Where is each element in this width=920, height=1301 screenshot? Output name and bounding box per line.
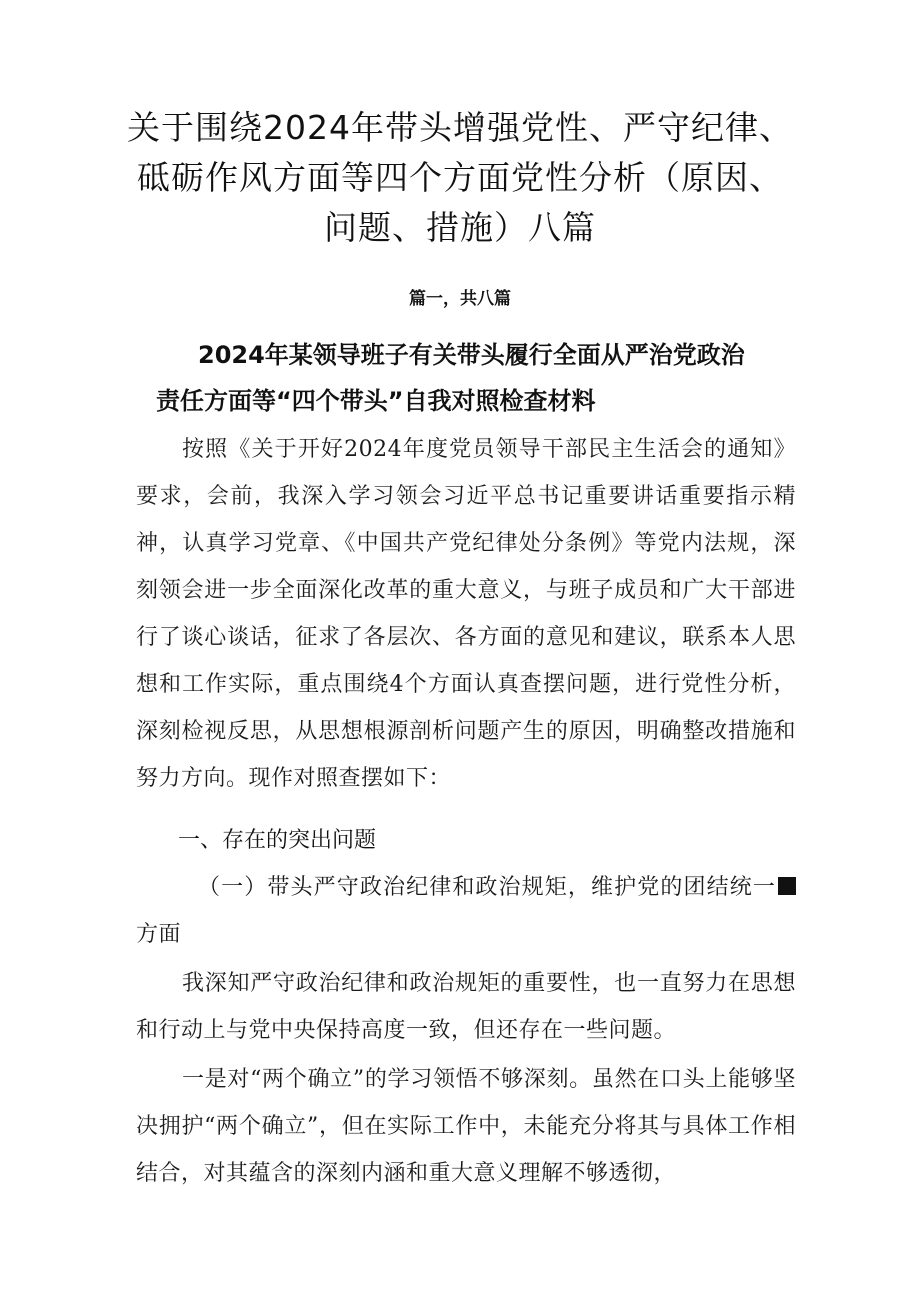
section-heading-2-text: （一）带头严守政治纪律和政治规矩，维护党的团结统一 (198, 875, 776, 900)
awareness-paragraph: 我深知严守政治纪律和政治规矩的重要性，也一直努力在思想和行动上与党中央保持高度一致，但还存在一些问题。 (136, 971, 796, 1043)
sub-title-line-1: 2024年某领导班子有关带头履行全面从严治党政治 (198, 341, 745, 369)
sub-title-line-2: 责任方面等“四个带头”自我对照检查材料 (156, 387, 596, 415)
intro-paragraph: 按照《关于开好2024年度党员领导干部民主生活会的通知》要求，会前，我深入学习领会习近平总书记重要讲话重要指示精神，认真学习党章、《中国共产党纪律处分条例》等党内法规，深刻领会进一步全面深化改革的重大意义，与班子成员和广大干部进行了谈心谈话，征求了各层次、各方面的意见和建议，联系本人思想和工作实际，重点围绕4个方面认真查摆问题，进行党性分析，深刻检视反思，从思想根源剖析问题产生的原因，明确整改措施和努力方向。现作对照查摆如下： (136, 437, 796, 791)
section-heading-1: 一、存在的突出问题 (178, 828, 377, 853)
document-title (120, 103, 800, 253)
point-one-paragraph: 一是对“两个确立”的学习领悟不够深刻。虽然在口头上能够坚决拥护“两个确立”，但在实际工作中，未能充分将其与具体工作相结合，对其蕴含的深刻内涵和重大意义理解不够透彻， (136, 1067, 796, 1186)
title-line-2: 砥砺作风方面等四个方面党性分析（原因、 (137, 158, 783, 197)
section-heading-2 (136, 864, 796, 958)
title-line-3: 问题、措施）八篇 (324, 208, 596, 247)
title-line-1: 关于围绕2024年带头增强党性、严守纪律、 (127, 108, 793, 147)
black-square-icon (778, 877, 796, 895)
section-label: 篇一，共八篇 (409, 289, 511, 309)
section-heading-2-tail: 方面 (136, 922, 182, 947)
sub-title (156, 332, 806, 424)
